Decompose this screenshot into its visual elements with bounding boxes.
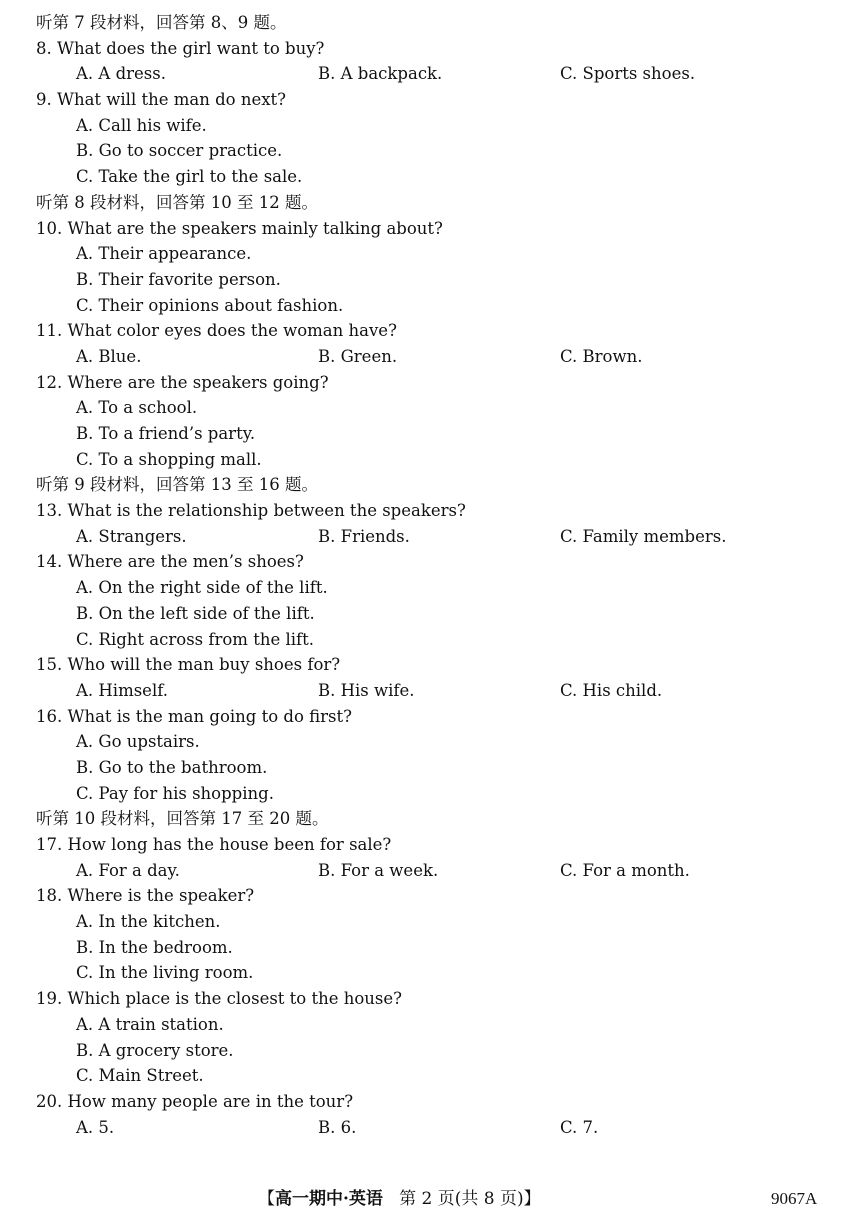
answer-option-c: C. His child. <box>560 680 663 700</box>
question-prompt: 11. What color eyes does the woman have? <box>36 321 397 341</box>
answer-option-c: C. For a month. <box>560 860 690 880</box>
answer-option-c: C. Brown. <box>560 346 643 366</box>
answer-option-c: C. To a shopping mall. <box>76 449 262 469</box>
answer-option-b: B. A grocery store. <box>76 1040 234 1060</box>
answer-option-a: A. For a day. <box>76 860 180 880</box>
answer-option-a: A. Call his wife. <box>76 115 207 135</box>
section-heading: 听第 10 段材料，回答第 17 至 20 题。 <box>36 809 329 829</box>
answer-option-c: C. Sports shoes. <box>560 64 696 84</box>
answer-option-a: A. In the kitchen. <box>76 912 221 932</box>
answer-option-b: B. To a friend’s party. <box>76 424 256 443</box>
footer-page-info: 第 2 页(共 8 页) <box>399 1189 524 1209</box>
question-prompt: 12. Where are the speakers going? <box>36 372 329 392</box>
answer-option-a: A. Blue. <box>76 346 142 366</box>
answer-option-b: B. Go to soccer practice. <box>76 141 283 161</box>
section-heading: 听第 8 段材料，回答第 10 至 12 题。 <box>36 192 318 212</box>
answer-option-b: B. Green. <box>318 346 398 366</box>
answer-option-b: B. 6. <box>318 1117 357 1137</box>
answer-option-b: B. His wife. <box>318 680 415 700</box>
question-prompt: 14. Where are the men’s shoes? <box>36 552 304 572</box>
options-row <box>0 858 860 884</box>
question-prompt: 17. How long has the house been for sale? <box>36 835 392 854</box>
answer-option-a: A. Their appearance. <box>76 244 252 264</box>
section-heading: 听第 7 段材料，回答第 8、9 题。 <box>36 13 287 32</box>
answer-option-b: B. In the bedroom. <box>76 937 233 957</box>
answer-option-a: A. Strangers. <box>76 526 187 546</box>
answer-option-b: B. For a week. <box>318 860 439 880</box>
options-row <box>0 61 860 87</box>
answer-option-c: C. In the living room. <box>76 963 254 983</box>
answer-option-b: B. On the left side of the lift. <box>76 603 315 623</box>
question-prompt: 16. What is the man going to do first? <box>36 706 352 726</box>
answer-option-a: A. A train station. <box>76 1014 224 1034</box>
footer-code: 9067A <box>771 1189 818 1208</box>
answer-option-c: C. 7. <box>560 1117 599 1137</box>
question-prompt: 8. What does the girl want to buy? <box>36 38 325 58</box>
question-prompt: 9. What will the man do next? <box>36 90 287 110</box>
question-prompt: 15. Who will the man buy shoes for? <box>36 655 341 675</box>
answer-option-b: B. Go to the bathroom. <box>76 757 268 777</box>
options-row <box>0 678 860 704</box>
answer-option-b: B. A backpack. <box>318 64 443 84</box>
answer-option-a: A. Himself. <box>76 680 168 700</box>
answer-option-a: A. On the right side of the lift. <box>76 578 328 598</box>
footer-exam: 高一期中 <box>275 1189 343 1209</box>
footer-title <box>258 1186 541 1212</box>
answer-option-a: A. Go upstairs. <box>76 732 200 752</box>
options-row <box>0 524 860 550</box>
footer-dot: · <box>343 1189 349 1209</box>
options-row <box>0 344 860 370</box>
question-prompt: 10. What are the speakers mainly talking about? <box>36 218 443 238</box>
answer-option-b: B. Friends. <box>318 526 410 546</box>
answer-option-c: C. Their opinions about fashion. <box>76 295 344 315</box>
answer-option-a: A. To a school. <box>76 398 198 418</box>
footer-bracket-open: 【 <box>258 1189 275 1209</box>
answer-option-b: B. Their favorite person. <box>76 269 281 289</box>
footer-subject: 英语 <box>348 1189 383 1209</box>
question-prompt: 18. Where is the speaker? <box>36 886 255 906</box>
question-prompt: 20. How many people are in the tour? <box>36 1091 354 1111</box>
page-footer <box>0 1186 860 1212</box>
footer-bracket-close: 】 <box>523 1189 541 1209</box>
answer-option-c: C. Right across from the lift. <box>76 629 314 649</box>
answer-option-c: C. Main Street. <box>76 1066 204 1086</box>
answer-option-c: C. Take the girl to the sale. <box>76 167 303 187</box>
section-heading: 听第 9 段材料，回答第 13 至 16 题。 <box>36 475 318 495</box>
answer-option-a: A. A dress. <box>76 64 166 84</box>
question-prompt: 19. Which place is the closest to the house? <box>36 989 403 1009</box>
options-row <box>0 1115 860 1141</box>
answer-option-a: A. 5. <box>76 1117 115 1137</box>
answer-option-c: C. Pay for his shopping. <box>76 783 274 803</box>
answer-option-c: C. Family members. <box>560 526 727 546</box>
exam-page <box>0 10 860 1140</box>
question-prompt: 13. What is the relationship between the speakers? <box>36 501 466 521</box>
